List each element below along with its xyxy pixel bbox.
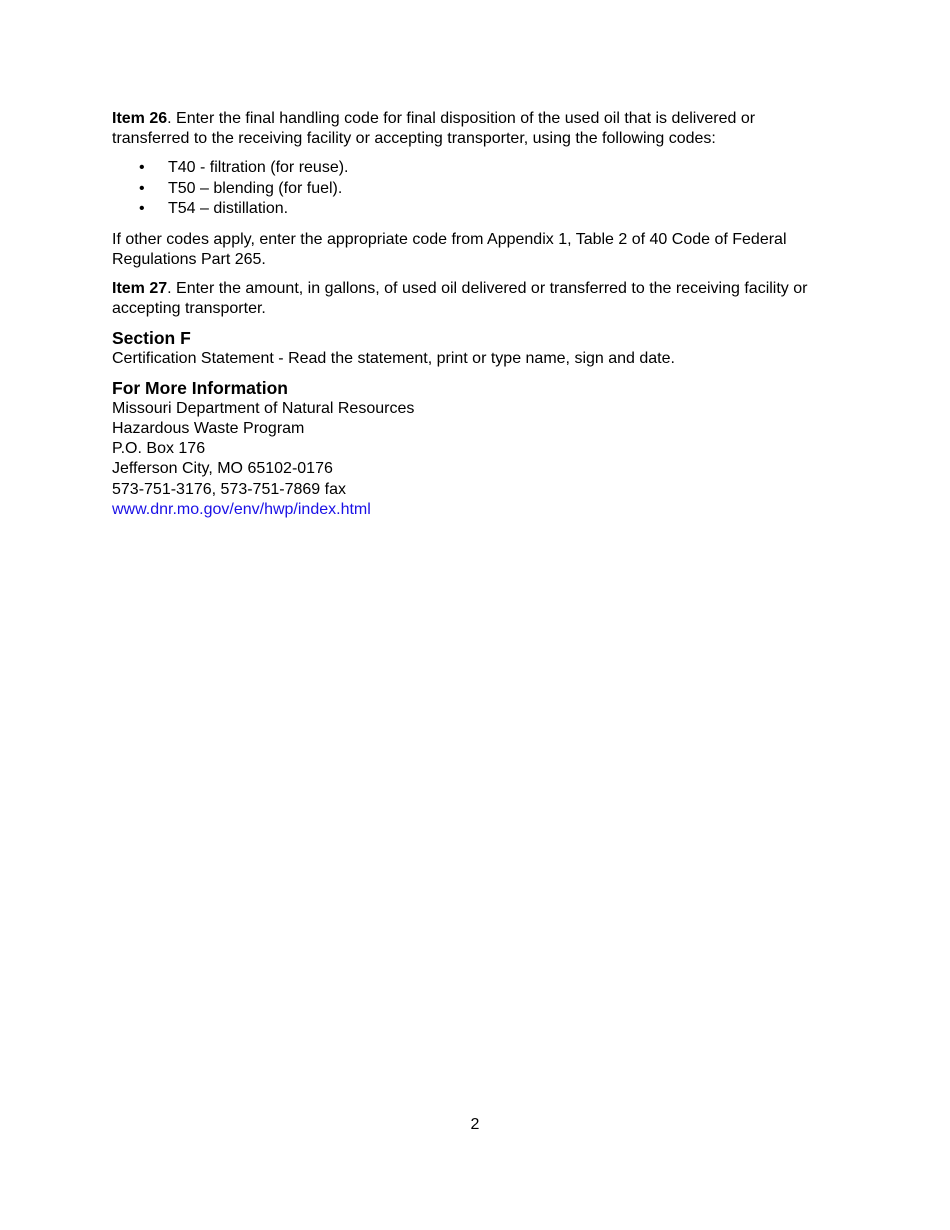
page-content bbox=[112, 109, 832, 529]
more-info bbox=[112, 378, 832, 521]
address-line: Missouri Department of Natural Resources bbox=[112, 399, 415, 417]
address-line: P.O. Box 176 bbox=[112, 440, 206, 458]
other-codes-paragraph: If other codes apply, enter the appropriate code from Appendix 1, Table 2 of 40 Code of Federal Regulations Part 265. bbox=[112, 230, 787, 268]
hwp-website-link[interactable]: www.dnr.mo.gov/env/hwp/index.html bbox=[112, 500, 371, 518]
item-27-text: . Enter the amount, in gallons, of used oil delivered or transferred to the receiving facility or accepting transporter. bbox=[112, 279, 808, 317]
bullet-icon: • bbox=[139, 200, 145, 217]
code-text: T40 - filtration (for reuse). bbox=[168, 159, 349, 176]
item-26-paragraph bbox=[112, 109, 832, 149]
address-line: 573-751-3176, 573-751-7869 fax bbox=[112, 480, 346, 498]
item-26-text: . Enter the final handling code for final disposition of the used oil that is delivered or transferred to the receiving facility or accepting transporter, using the following codes: bbox=[112, 110, 756, 147]
list-item bbox=[112, 179, 832, 200]
item-27-label: Item 27 bbox=[112, 279, 168, 297]
section-f-heading: Section F bbox=[112, 327, 191, 348]
bullet-icon: • bbox=[139, 179, 145, 197]
list-item bbox=[112, 158, 832, 179]
code-text: T54 – distillation. bbox=[168, 200, 289, 217]
section-f bbox=[112, 328, 832, 369]
list-item bbox=[112, 199, 832, 220]
handling-codes-list bbox=[112, 158, 832, 220]
item-27-paragraph bbox=[112, 279, 832, 319]
item-26-label: Item 26 bbox=[112, 110, 168, 127]
address-line: Jefferson City, MO 65102-0176 bbox=[112, 460, 333, 478]
address-line: Hazardous Waste Program bbox=[112, 419, 305, 437]
code-text: T50 – blending (for fuel). bbox=[168, 179, 343, 197]
page-number: 2 bbox=[470, 1116, 480, 1133]
bullet-icon: • bbox=[139, 159, 145, 176]
section-f-text: Certification Statement - Read the statement, print or type name, sign and date. bbox=[112, 349, 675, 367]
more-info-heading: For More Information bbox=[112, 377, 288, 398]
